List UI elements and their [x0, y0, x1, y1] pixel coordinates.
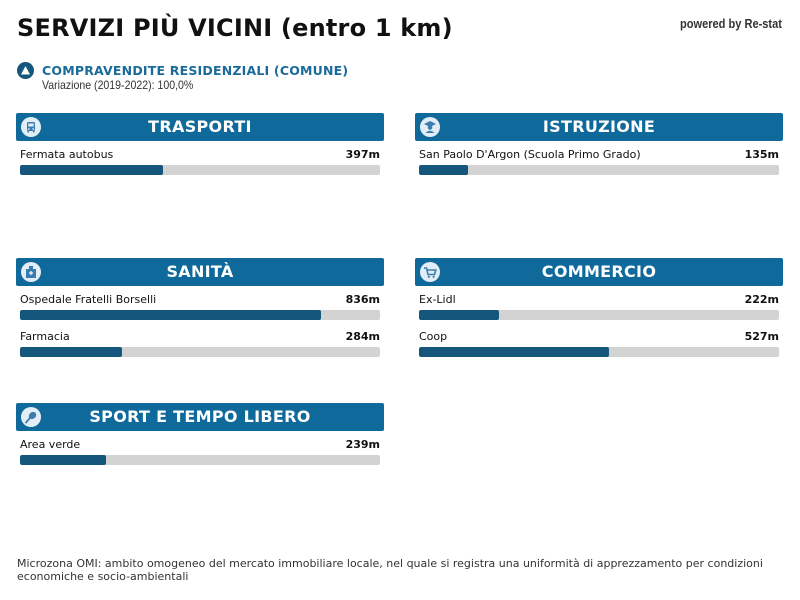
distance-bar-fill — [419, 165, 468, 175]
category-header-trasporti — [16, 113, 384, 141]
tennis-racket-icon — [21, 407, 41, 427]
summary-subtitle: Variazione (2019-2022): 100,0% — [42, 78, 194, 92]
hospital-icon — [21, 262, 41, 282]
category-header-commercio — [415, 258, 783, 286]
service-distance: 397m — [345, 148, 380, 161]
service-distance: 239m — [345, 438, 380, 451]
page-title: SERVIZI PIÙ VICINI (entro 1 km) — [17, 14, 453, 42]
list-item — [16, 323, 384, 360]
distance-bar-track — [20, 310, 380, 320]
service-name: San Paolo D'Argon (Scuola Primo Grado) — [419, 148, 641, 161]
bus-stop-icon — [21, 117, 41, 137]
service-distance: 222m — [744, 293, 779, 306]
list-item — [16, 286, 384, 323]
service-name: Ospedale Fratelli Borselli — [20, 293, 157, 306]
service-name: Farmacia — [20, 330, 70, 343]
card-trasporti — [16, 113, 384, 178]
list-item — [16, 431, 384, 468]
category-header-istruzione — [415, 113, 783, 141]
student-icon — [420, 117, 440, 137]
card-sanita — [16, 258, 384, 360]
distance-bar-track — [419, 310, 779, 320]
list-item — [16, 141, 384, 178]
distance-bar-fill — [20, 165, 163, 175]
service-name: Ex-Lidl — [419, 293, 456, 306]
card-sport — [16, 403, 384, 468]
list-item — [415, 323, 783, 360]
service-name: Fermata autobus — [20, 148, 114, 161]
service-distance: 527m — [744, 330, 779, 343]
card-istruzione — [415, 113, 783, 178]
distance-bar-fill — [20, 310, 321, 320]
service-name: Coop — [419, 330, 448, 343]
category-header-sport — [16, 403, 384, 431]
list-item — [415, 286, 783, 323]
distance-bar-track — [419, 347, 779, 357]
footer-note: Microzona OMI: ambito omogeneo del mercato immobiliare locale, nel quale si registra una uniformità di apprezzamento per condizioni economiche e socio-ambientali — [17, 557, 763, 583]
category-label-istruzione: ISTRUZIONE — [542, 117, 656, 136]
distance-bar-track — [419, 165, 779, 175]
category-label-sport: SPORT E TEMPO LIBERO — [89, 407, 311, 426]
distance-bar-fill — [419, 347, 609, 357]
powered-by-label: powered by Re-stat — [680, 16, 782, 31]
shopping-cart-icon — [420, 262, 440, 282]
distance-bar-fill — [20, 347, 122, 357]
category-label-commercio: COMMERCIO — [541, 262, 657, 281]
triangle-up-icon — [17, 62, 34, 79]
distance-bar-track — [20, 347, 380, 357]
service-distance: 836m — [345, 293, 380, 306]
summary-heading: COMPRAVENDITE RESIDENZIALI (COMUNE) — [42, 63, 349, 78]
category-label-trasporti: TRASPORTI — [148, 117, 252, 136]
distance-bar-track — [20, 455, 380, 465]
service-name: Area verde — [20, 438, 81, 451]
service-distance: 135m — [744, 148, 779, 161]
list-item — [415, 141, 783, 178]
distance-bar-fill — [20, 455, 106, 465]
service-distance: 284m — [345, 330, 380, 343]
category-label-sanita: SANITÀ — [166, 262, 234, 281]
category-header-sanita — [16, 258, 384, 286]
card-commercio — [415, 258, 783, 360]
distance-bar-track — [20, 165, 380, 175]
distance-bar-fill — [419, 310, 499, 320]
